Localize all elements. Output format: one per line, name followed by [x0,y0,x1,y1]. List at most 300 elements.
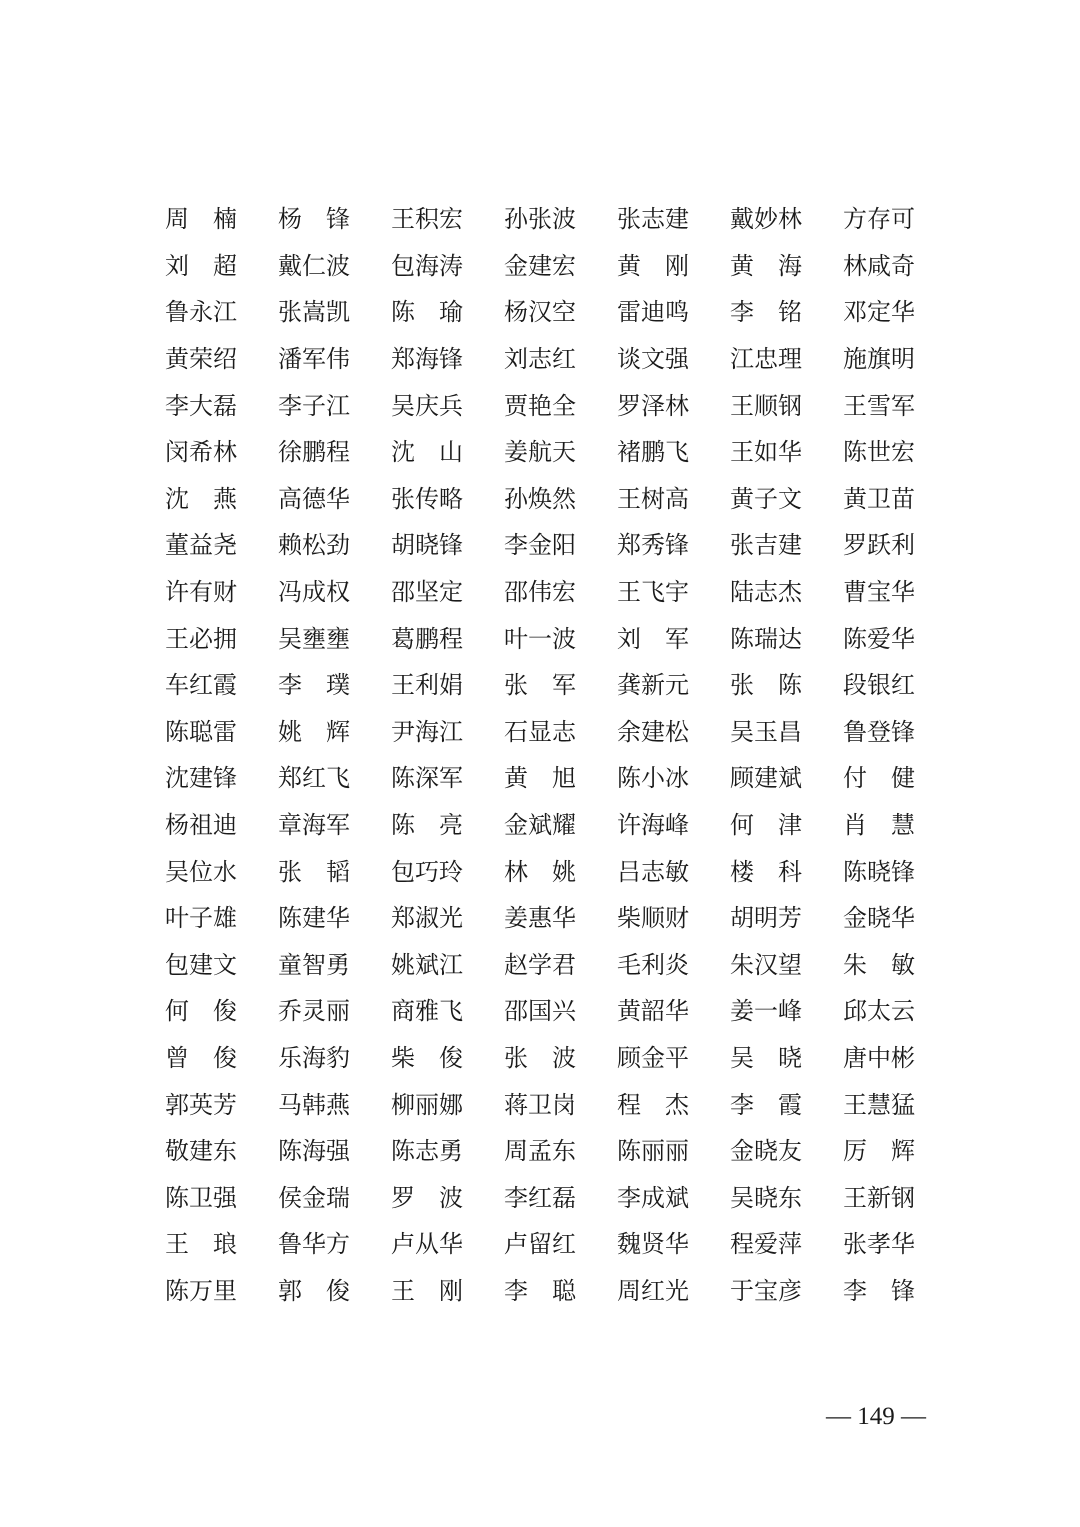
name-cell [165,392,278,420]
person-name: 叶子雄 [165,904,237,933]
name-cell [278,997,391,1025]
name-cell [843,345,956,373]
name-cell [843,718,956,746]
name-row [165,1268,965,1315]
person-name: 金晓友 [730,1137,802,1166]
name-cell [278,671,391,699]
name-cell [278,345,391,373]
name-cell [504,997,617,1025]
name-row [165,755,965,802]
person-name: 李 霞 [730,1090,802,1119]
name-cell [617,205,730,233]
name-cell [504,811,617,839]
name-cell [843,1137,956,1165]
name-cell [504,1184,617,1212]
name-cell [617,904,730,932]
person-name: 柴顺财 [617,904,689,933]
person-name: 郭 俊 [278,1276,350,1305]
name-cell [617,345,730,373]
name-cell [617,1277,730,1305]
person-name: 曹宝华 [843,578,915,607]
person-name: 黄 旭 [504,764,576,793]
name-row [165,1221,965,1268]
person-name: 童智勇 [278,950,350,979]
name-cell [730,578,843,606]
name-cell [617,951,730,979]
name-cell [504,1044,617,1072]
name-row [165,196,965,243]
name-row [165,802,965,849]
name-cell [391,298,504,326]
person-name: 方存可 [843,205,915,234]
name-cell [843,1091,956,1119]
name-cell [730,1230,843,1258]
person-name: 高德华 [278,484,350,513]
name-cell [504,625,617,653]
person-name: 姚 辉 [278,717,350,746]
person-name: 商雅飞 [391,997,463,1026]
name-cell [504,858,617,886]
person-name: 肖 慧 [843,811,915,840]
name-cell [278,485,391,513]
name-cell [391,1091,504,1119]
name-cell [391,1044,504,1072]
person-name: 王雪军 [843,391,915,420]
name-cell [617,252,730,280]
name-cell [730,438,843,466]
person-name: 江忠理 [730,345,802,374]
person-name: 王 刚 [391,1276,463,1305]
person-name: 李子江 [278,391,350,420]
name-cell [617,1044,730,1072]
name-cell [730,858,843,886]
name-cell [165,1230,278,1258]
name-cell [504,1137,617,1165]
name-cell [504,671,617,699]
person-name: 闵希林 [165,438,237,467]
person-name: 陈丽丽 [617,1137,689,1166]
person-name: 李 聪 [504,1276,576,1305]
name-row [165,429,965,476]
name-cell [504,485,617,513]
name-cell [278,951,391,979]
person-name: 吴位水 [165,857,237,886]
name-cell [843,298,956,326]
name-cell [391,578,504,606]
name-cell [843,904,956,932]
name-row [165,1174,965,1221]
name-cell [504,578,617,606]
person-name: 陆志杰 [730,578,802,607]
person-name: 郑海锋 [391,345,463,374]
person-name: 包巧玲 [391,857,463,886]
name-cell [504,1091,617,1119]
person-name: 吴玉昌 [730,717,802,746]
person-name: 罗 波 [391,1183,463,1212]
name-cell [165,997,278,1025]
person-name: 王如华 [730,438,802,467]
person-name: 陈深军 [391,764,463,793]
name-cell [617,858,730,886]
person-name: 李 铭 [730,298,802,327]
name-cell [504,904,617,932]
person-name: 程爱萍 [730,1230,802,1259]
person-name: 尹海江 [391,717,463,746]
person-name: 姚斌江 [391,950,463,979]
name-cell [617,1184,730,1212]
name-cell [165,485,278,513]
person-name: 王飞宇 [617,578,689,607]
name-cell [730,1184,843,1212]
name-cell [165,671,278,699]
person-name: 邵坚定 [391,578,463,607]
person-name: 王树高 [617,484,689,513]
name-row [165,942,965,989]
name-cell [278,392,391,420]
name-cell [617,298,730,326]
name-row [165,662,965,709]
person-name: 马韩燕 [278,1090,350,1119]
name-cell [391,997,504,1025]
page-number: — 149 — [826,1403,926,1430]
name-cell [730,904,843,932]
name-cell [165,1137,278,1165]
name-cell [165,252,278,280]
person-name: 柴 俊 [391,1043,463,1072]
name-cell [391,205,504,233]
person-name: 黄 海 [730,251,802,280]
name-cell [165,858,278,886]
name-cell [278,205,391,233]
name-cell [278,1230,391,1258]
person-name: 杨祖迪 [165,811,237,840]
person-name: 赖松劲 [278,531,350,560]
name-cell [730,718,843,746]
person-name: 李 璞 [278,671,350,700]
name-cell [165,438,278,466]
name-cell [391,764,504,792]
name-cell [278,1137,391,1165]
person-name: 林 姚 [504,857,576,886]
person-name: 于宝彦 [730,1276,802,1305]
person-name: 雷迪鸣 [617,298,689,327]
person-name: 董益尧 [165,531,237,560]
name-cell [730,345,843,373]
name-cell [617,1230,730,1258]
person-name: 周 楠 [165,205,237,234]
person-name: 卢留红 [504,1230,576,1259]
name-cell [165,298,278,326]
person-name: 张志建 [617,205,689,234]
person-name: 罗泽林 [617,391,689,420]
person-name: 陈小冰 [617,764,689,793]
person-name: 曾 俊 [165,1043,237,1072]
name-cell [730,1137,843,1165]
person-name: 张 军 [504,671,576,700]
name-cell [165,904,278,932]
name-cell [504,298,617,326]
name-cell [391,625,504,653]
person-name: 孙张波 [504,205,576,234]
name-cell [278,1277,391,1305]
name-cell [617,1091,730,1119]
person-name: 吕志敏 [617,857,689,886]
person-name: 邓定华 [843,298,915,327]
name-row [165,1081,965,1128]
name-cell [730,205,843,233]
person-name: 包海涛 [391,251,463,280]
person-name: 章海军 [278,811,350,840]
person-name: 郑秀锋 [617,531,689,560]
name-cell [391,811,504,839]
name-cell [504,1277,617,1305]
name-cell [843,205,956,233]
person-name: 陈卫强 [165,1183,237,1212]
name-cell [843,997,956,1025]
name-cell [391,345,504,373]
person-name: 陈志勇 [391,1137,463,1166]
name-cell [278,904,391,932]
name-cell [504,531,617,559]
name-cell [617,1137,730,1165]
name-cell [843,1044,956,1072]
name-cell [617,438,730,466]
person-name: 敬建东 [165,1137,237,1166]
name-cell [504,252,617,280]
name-cell [391,951,504,979]
person-name: 柳丽娜 [391,1090,463,1119]
name-cell [617,392,730,420]
person-name: 蒋卫岗 [504,1090,576,1119]
name-cell [730,671,843,699]
person-name: 吴晓东 [730,1183,802,1212]
name-cell [278,718,391,746]
person-name: 郑红飞 [278,764,350,793]
person-name: 张 陈 [730,671,802,700]
person-name: 陈爱华 [843,624,915,653]
name-cell [278,625,391,653]
name-cell [843,625,956,653]
name-row [165,336,965,383]
name-cell [843,1277,956,1305]
name-cell [843,392,956,420]
name-cell [843,578,956,606]
person-name: 张 波 [504,1043,576,1072]
person-name: 张嵩凯 [278,298,350,327]
name-cell [843,485,956,513]
person-name: 周孟东 [504,1137,576,1166]
person-name: 李金阳 [504,531,576,560]
person-name: 鲁登锋 [843,717,915,746]
name-cell [617,811,730,839]
name-cell [617,625,730,653]
person-name: 孙焕然 [504,484,576,513]
person-name: 张传略 [391,484,463,513]
person-name: 鲁永江 [165,298,237,327]
name-cell [165,531,278,559]
name-cell [278,438,391,466]
name-cell [165,764,278,792]
person-name: 朱 敏 [843,950,915,979]
name-row [165,615,965,662]
name-cell [278,764,391,792]
name-cell [843,438,956,466]
person-name: 陈建华 [278,904,350,933]
name-list-grid [165,196,965,1314]
person-name: 贾艳全 [504,391,576,420]
person-name: 陈 亮 [391,811,463,840]
name-cell [504,392,617,420]
person-name: 褚鹏飞 [617,438,689,467]
person-name: 徐鹏程 [278,438,350,467]
name-cell [391,858,504,886]
name-cell [843,531,956,559]
person-name: 鲁华方 [278,1230,350,1259]
name-row [165,895,965,942]
name-row [165,988,965,1035]
person-name: 王必拥 [165,624,237,653]
name-row [165,848,965,895]
person-name: 刘 超 [165,251,237,280]
name-cell [730,1091,843,1119]
person-name: 楼 科 [730,857,802,886]
person-name: 厉 辉 [843,1137,915,1166]
name-cell [165,345,278,373]
person-name: 王 琅 [165,1230,237,1259]
person-name: 许有财 [165,578,237,607]
name-cell [730,531,843,559]
person-name: 胡晓锋 [391,531,463,560]
name-cell [391,1277,504,1305]
person-name: 乐海豹 [278,1043,350,1072]
person-name: 顾金平 [617,1043,689,1072]
person-name: 叶一波 [504,624,576,653]
person-name: 朱汉望 [730,950,802,979]
person-name: 潘军伟 [278,345,350,374]
name-row [165,243,965,290]
person-name: 张孝华 [843,1230,915,1259]
person-name: 金建宏 [504,251,576,280]
person-name: 王顺钢 [730,391,802,420]
name-cell [730,764,843,792]
name-cell [165,951,278,979]
name-cell [843,858,956,886]
person-name: 戴仁波 [278,251,350,280]
name-cell [730,997,843,1025]
person-name: 乔灵丽 [278,997,350,1026]
name-cell [278,1044,391,1072]
person-name: 赵学君 [504,950,576,979]
name-cell [504,438,617,466]
person-name: 邱太云 [843,997,915,1026]
person-name: 程 杰 [617,1090,689,1119]
person-name: 黄韶华 [617,997,689,1026]
name-cell [391,392,504,420]
name-cell [278,858,391,886]
name-cell [730,625,843,653]
person-name: 陈晓锋 [843,857,915,886]
name-cell [730,951,843,979]
name-cell [504,718,617,746]
name-cell [730,1277,843,1305]
name-cell [617,997,730,1025]
person-name: 周红光 [617,1276,689,1305]
name-cell [391,485,504,513]
name-cell [504,1230,617,1258]
person-name: 郭英芳 [165,1090,237,1119]
name-cell [278,811,391,839]
name-cell [391,671,504,699]
person-name: 邵国兴 [504,997,576,1026]
name-row [165,1035,965,1082]
person-name: 胡明芳 [730,904,802,933]
name-cell [843,252,956,280]
person-name: 陈聪雷 [165,717,237,746]
person-name: 唐中彬 [843,1043,915,1072]
name-cell [165,1277,278,1305]
name-cell [391,438,504,466]
person-name: 罗跃利 [843,531,915,560]
person-name: 冯成权 [278,578,350,607]
person-name: 余建松 [617,717,689,746]
person-name: 陈海强 [278,1137,350,1166]
name-cell [617,718,730,746]
name-cell [278,1091,391,1119]
name-cell [843,1230,956,1258]
person-name: 魏贤华 [617,1230,689,1259]
name-cell [165,811,278,839]
person-name: 郑淑光 [391,904,463,933]
name-cell [843,1184,956,1212]
name-cell [165,1184,278,1212]
name-cell [843,951,956,979]
person-name: 车红霞 [165,671,237,700]
person-name: 姜航天 [504,438,576,467]
person-name: 吴庆兵 [391,391,463,420]
person-name: 卢从华 [391,1230,463,1259]
person-name: 葛鹏程 [391,624,463,653]
person-name: 顾建斌 [730,764,802,793]
person-name: 刘 军 [617,624,689,653]
name-row [165,289,965,336]
person-name: 李大磊 [165,391,237,420]
name-row [165,569,965,616]
name-row [165,1128,965,1175]
person-name: 石显志 [504,717,576,746]
name-cell [165,1091,278,1119]
person-name: 王慧猛 [843,1090,915,1119]
name-cell [165,1044,278,1072]
name-cell [391,904,504,932]
name-cell [617,485,730,513]
name-cell [278,531,391,559]
name-cell [391,531,504,559]
person-name: 黄荣绍 [165,345,237,374]
person-name: 吴 晓 [730,1043,802,1072]
name-row [165,382,965,429]
name-cell [504,205,617,233]
name-cell [617,764,730,792]
person-name: 杨汉空 [504,298,576,327]
name-cell [165,578,278,606]
name-cell [278,1184,391,1212]
person-name: 黄卫苗 [843,484,915,513]
name-cell [843,811,956,839]
person-name: 李成斌 [617,1183,689,1212]
name-cell [730,392,843,420]
person-name: 杨 锋 [278,205,350,234]
name-cell [165,625,278,653]
